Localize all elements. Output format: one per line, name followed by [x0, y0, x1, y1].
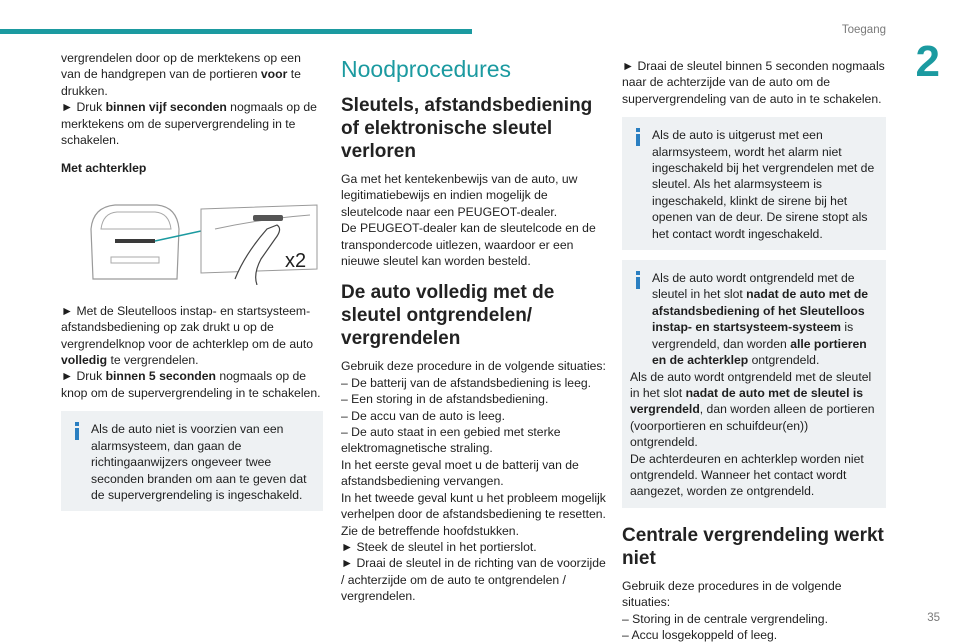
paragraph: ► Draai de sleutel binnen 5 seconden nogmaals naar de achterzijde van de auto om de supervergrendeling van de auto in te schakelen. — [622, 59, 885, 106]
subsection-heading: Centrale vergrendeling werkt niet — [622, 524, 884, 569]
note-text: Als de auto wordt ontgrendeld met de sleutel in het slot nadat de auto met de sleutel is vergrendeld, dan worden alleen de portieren (voorportieren en schuifdeur(en)) ontgrendeld. — [630, 369, 875, 450]
note-text: Als de auto niet is voorzien van een alarmsysteem, dan gaan de richtingaanwijzers ongeveer twee seconden branden om aan te geven dat de supervergrendeling is ingeschakeld. — [91, 422, 307, 502]
paragraph: Ga met het kentekenbewijs van de auto, uw legitimatiebewijs en indien mogelijk de sleutelcode naar een PEUGEOT-dealer. — [341, 172, 578, 219]
paragraph: De PEUGEOT-dealer kan de sleutelcode en de transpondercode uitlezen, waardoor er een nieuwe sleutel kan worden besteld. — [341, 221, 596, 269]
info-note — [622, 117, 886, 250]
page-number: 35 — [927, 612, 940, 624]
note-text: Als de auto wordt ontgrendeld met de sleutel in het slot nadat de auto met de afstandsbediening of het Sleutelloos instap- en startsysteem-systeem is vergrendeld, dan worden alle portieren en de achterklep ontgrendeld. — [652, 271, 869, 368]
tailgate-hand-press-image — [85, 199, 325, 285]
paragraph: Gebruik deze procedure in de volgende situaties: — [341, 359, 606, 374]
list-item: – Accu losgekoppeld of leeg. — [622, 627, 778, 642]
paragraph: Zie de betreffende hoofdstukken. — [341, 523, 519, 538]
info-note — [622, 260, 886, 508]
subheading: Met achterklep — [61, 161, 147, 176]
info-note — [61, 411, 323, 511]
paragraph: In het tweede geval kunt u het probleem mogelijk verhelpen door de afstandsbediening te resetten. — [341, 490, 606, 522]
paragraph: ► Draai de sleutel in de richting van de voorzijde / achterzijde om de auto te ontgrendelen / vergrendelen. — [341, 556, 606, 604]
column-middle — [341, 56, 606, 605]
list-item: – Een storing in de afstandsbediening. — [341, 392, 549, 407]
list-item: – De accu van de auto is leeg. — [341, 408, 505, 423]
chapter-number: 2 — [915, 37, 940, 86]
paragraph: vergrendelen door op de merktekens op een van de handgrepen van de portieren voor te drukken. — [61, 51, 301, 98]
paragraph: ► Druk binnen vijf seconden nogmaals op de merktekens om de supervergrendeling in te schakelen. — [61, 100, 317, 148]
paragraph: Gebruik deze procedures in de volgende situaties: — [622, 578, 842, 610]
column-left — [61, 50, 323, 511]
note-text: De achterdeuren en achterklep worden niet ontgrendeld. Wanneer het contact wordt aangezet, worden ze ontgrendeld. — [630, 451, 864, 499]
subsection-heading: Sleutels, afstandsbediening of elektronische sleutel verloren — [341, 95, 593, 162]
paragraph: ► Met de Sleutelloos instap- en startsysteem-afstandsbediening op zak drukt u op de vergrendelknop voor de achterklep om de auto volledig te vergrendelen. — [61, 303, 314, 368]
paragraph: In het eerste geval moet u de batterij van de afstandsbediening vervangen. — [341, 457, 579, 489]
section-heading: Noodprocedures — [341, 56, 512, 82]
list-item: – De auto staat in een gebied met sterke elektromagnetische straling. — [341, 425, 561, 456]
paragraph: ► Steek de sleutel in het portierslot. — [341, 539, 537, 554]
header-accent-bar — [0, 29, 472, 34]
paragraph: ► Druk binnen 5 seconden nogmaals op de knop om de supervergrendeling in te schakelen. — [61, 369, 321, 400]
list-item: – De batterij van de afstandsbediening is leeg. — [341, 375, 592, 390]
press-twice-label: x2 — [285, 249, 307, 272]
tailgate-illustration — [85, 199, 325, 285]
info-icon — [69, 422, 85, 440]
info-icon — [630, 128, 646, 146]
list-item: – Storing in de centrale vergrendeling. — [622, 611, 828, 626]
section-title: Toegang — [841, 24, 886, 36]
info-icon — [630, 271, 646, 289]
note-text: Als de auto is uitgerust met een alarmsysteem, wordt het alarm niet ingeschakeld bij het vergrendelen met de sleutel. Als het alarmsysteem is ingeschakeld, klinkt de sirene bij het openen van de deur. De sirene stopt als het contact wordt ingeschakeld. — [652, 128, 875, 241]
column-right — [622, 50, 886, 643]
subsection-heading: De auto volledig met de sleutel ontgrendelen/ vergrendelen — [341, 282, 555, 350]
